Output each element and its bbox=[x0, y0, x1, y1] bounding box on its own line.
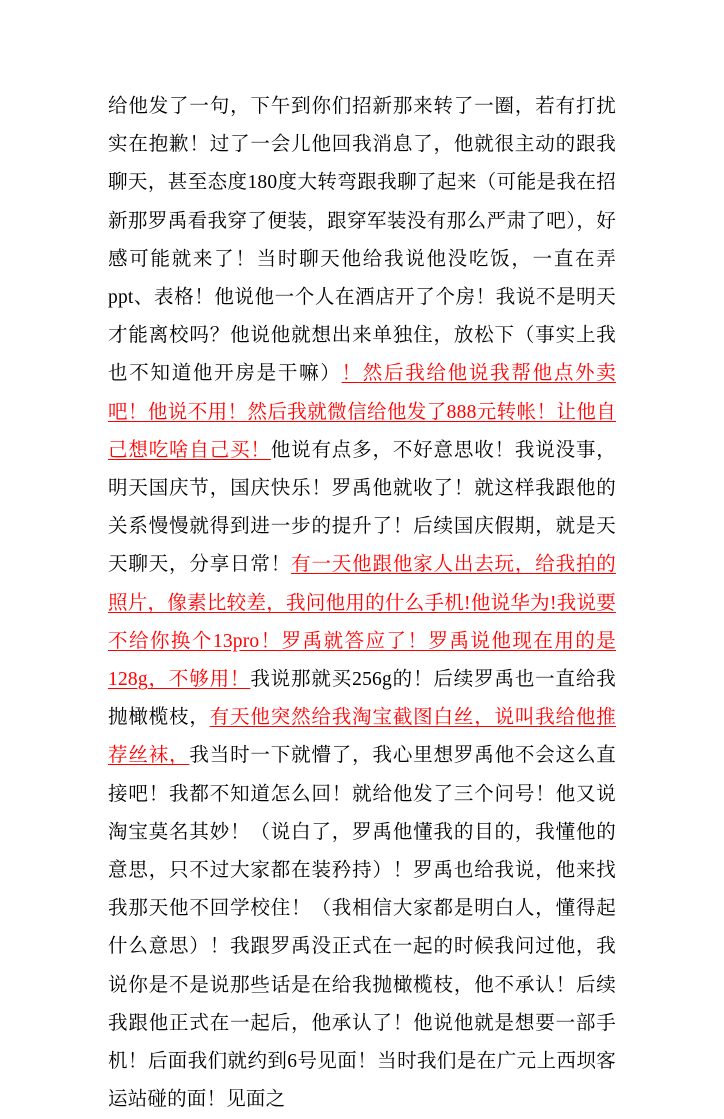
document-paragraph bbox=[108, 88, 616, 1119]
text-segment-2-highlight: ！然后我给他说我帮他点外卖吧！他说不用！然后我就微信给他发了888元转帐！让他自己想吃啥自己买！ bbox=[108, 363, 616, 461]
text-segment-5: 我说那就买256g的！后续罗禹也一直给我抛橄榄枝， bbox=[108, 669, 616, 729]
document-body bbox=[108, 88, 616, 1119]
text-segment-6-highlight: 有天他突然给我淘宝截图白丝，说叫我给他推荐丝袜， bbox=[108, 707, 616, 767]
text-segment-4-highlight: 有一天他跟他家人出去玩，给我拍的照片，像素比较差，我问他用的什么手机!他说华为!我说要不给你换个13pro！罗禹就答应了！罗禹说他现在用的是128g，不够用！ bbox=[108, 554, 616, 691]
text-segment-1: 给他发了一句，下午到你们招新那来转了一圈，若有打扰实在抱歉！过了一会儿他回我消息了，他就很主动的跟我聊天，甚至态度180度大转弯跟我聊了起来（可能是我在招新那罗禹看我穿了便装，跟穿军装没有那么严肃了吧），好感可能就来了！当时聊天他给我说他没吃饭，一直在弄ppt、表格！他说他一个人在酒店开了个房！我说不是明天才能离校吗？他说他就想出来单独住，放松下（事实上我也不知道他开房是干嘛） bbox=[108, 96, 616, 385]
text-segment-3: 他说有点多，不好意思收！我说没事，明天国庆节，国庆快乐！罗禹他就收了！就这样我跟他的关系慢慢就得到进一步的提升了！后续国庆假期，就是天天聊天，分享日常！ bbox=[108, 439, 616, 576]
text-segment-7: 我当时一下就懵了，我心里想罗禹他不会这么直接吧！我都不知道怎么回！就给他发了三个问号！他又说淘宝莫名其妙！（说白了，罗禹他懂我的目的，我懂他的意思，只不过大家都在装矜持）！罗禹也给我说，他来找我那天他不回学校住！（我相信大家都是明白人，懂得起什么意思）！我跟罗禹没正式在一起的时候我问过他，我说你是不是说那些话是在给我抛橄榄枝，他不承认！后续我跟他正式在一起后，他承认了！他说他就是想要一部手机！后面我们就约到6号见面！当时我们是在广元上西坝客运站碰的面！见面之 bbox=[108, 745, 616, 1111]
